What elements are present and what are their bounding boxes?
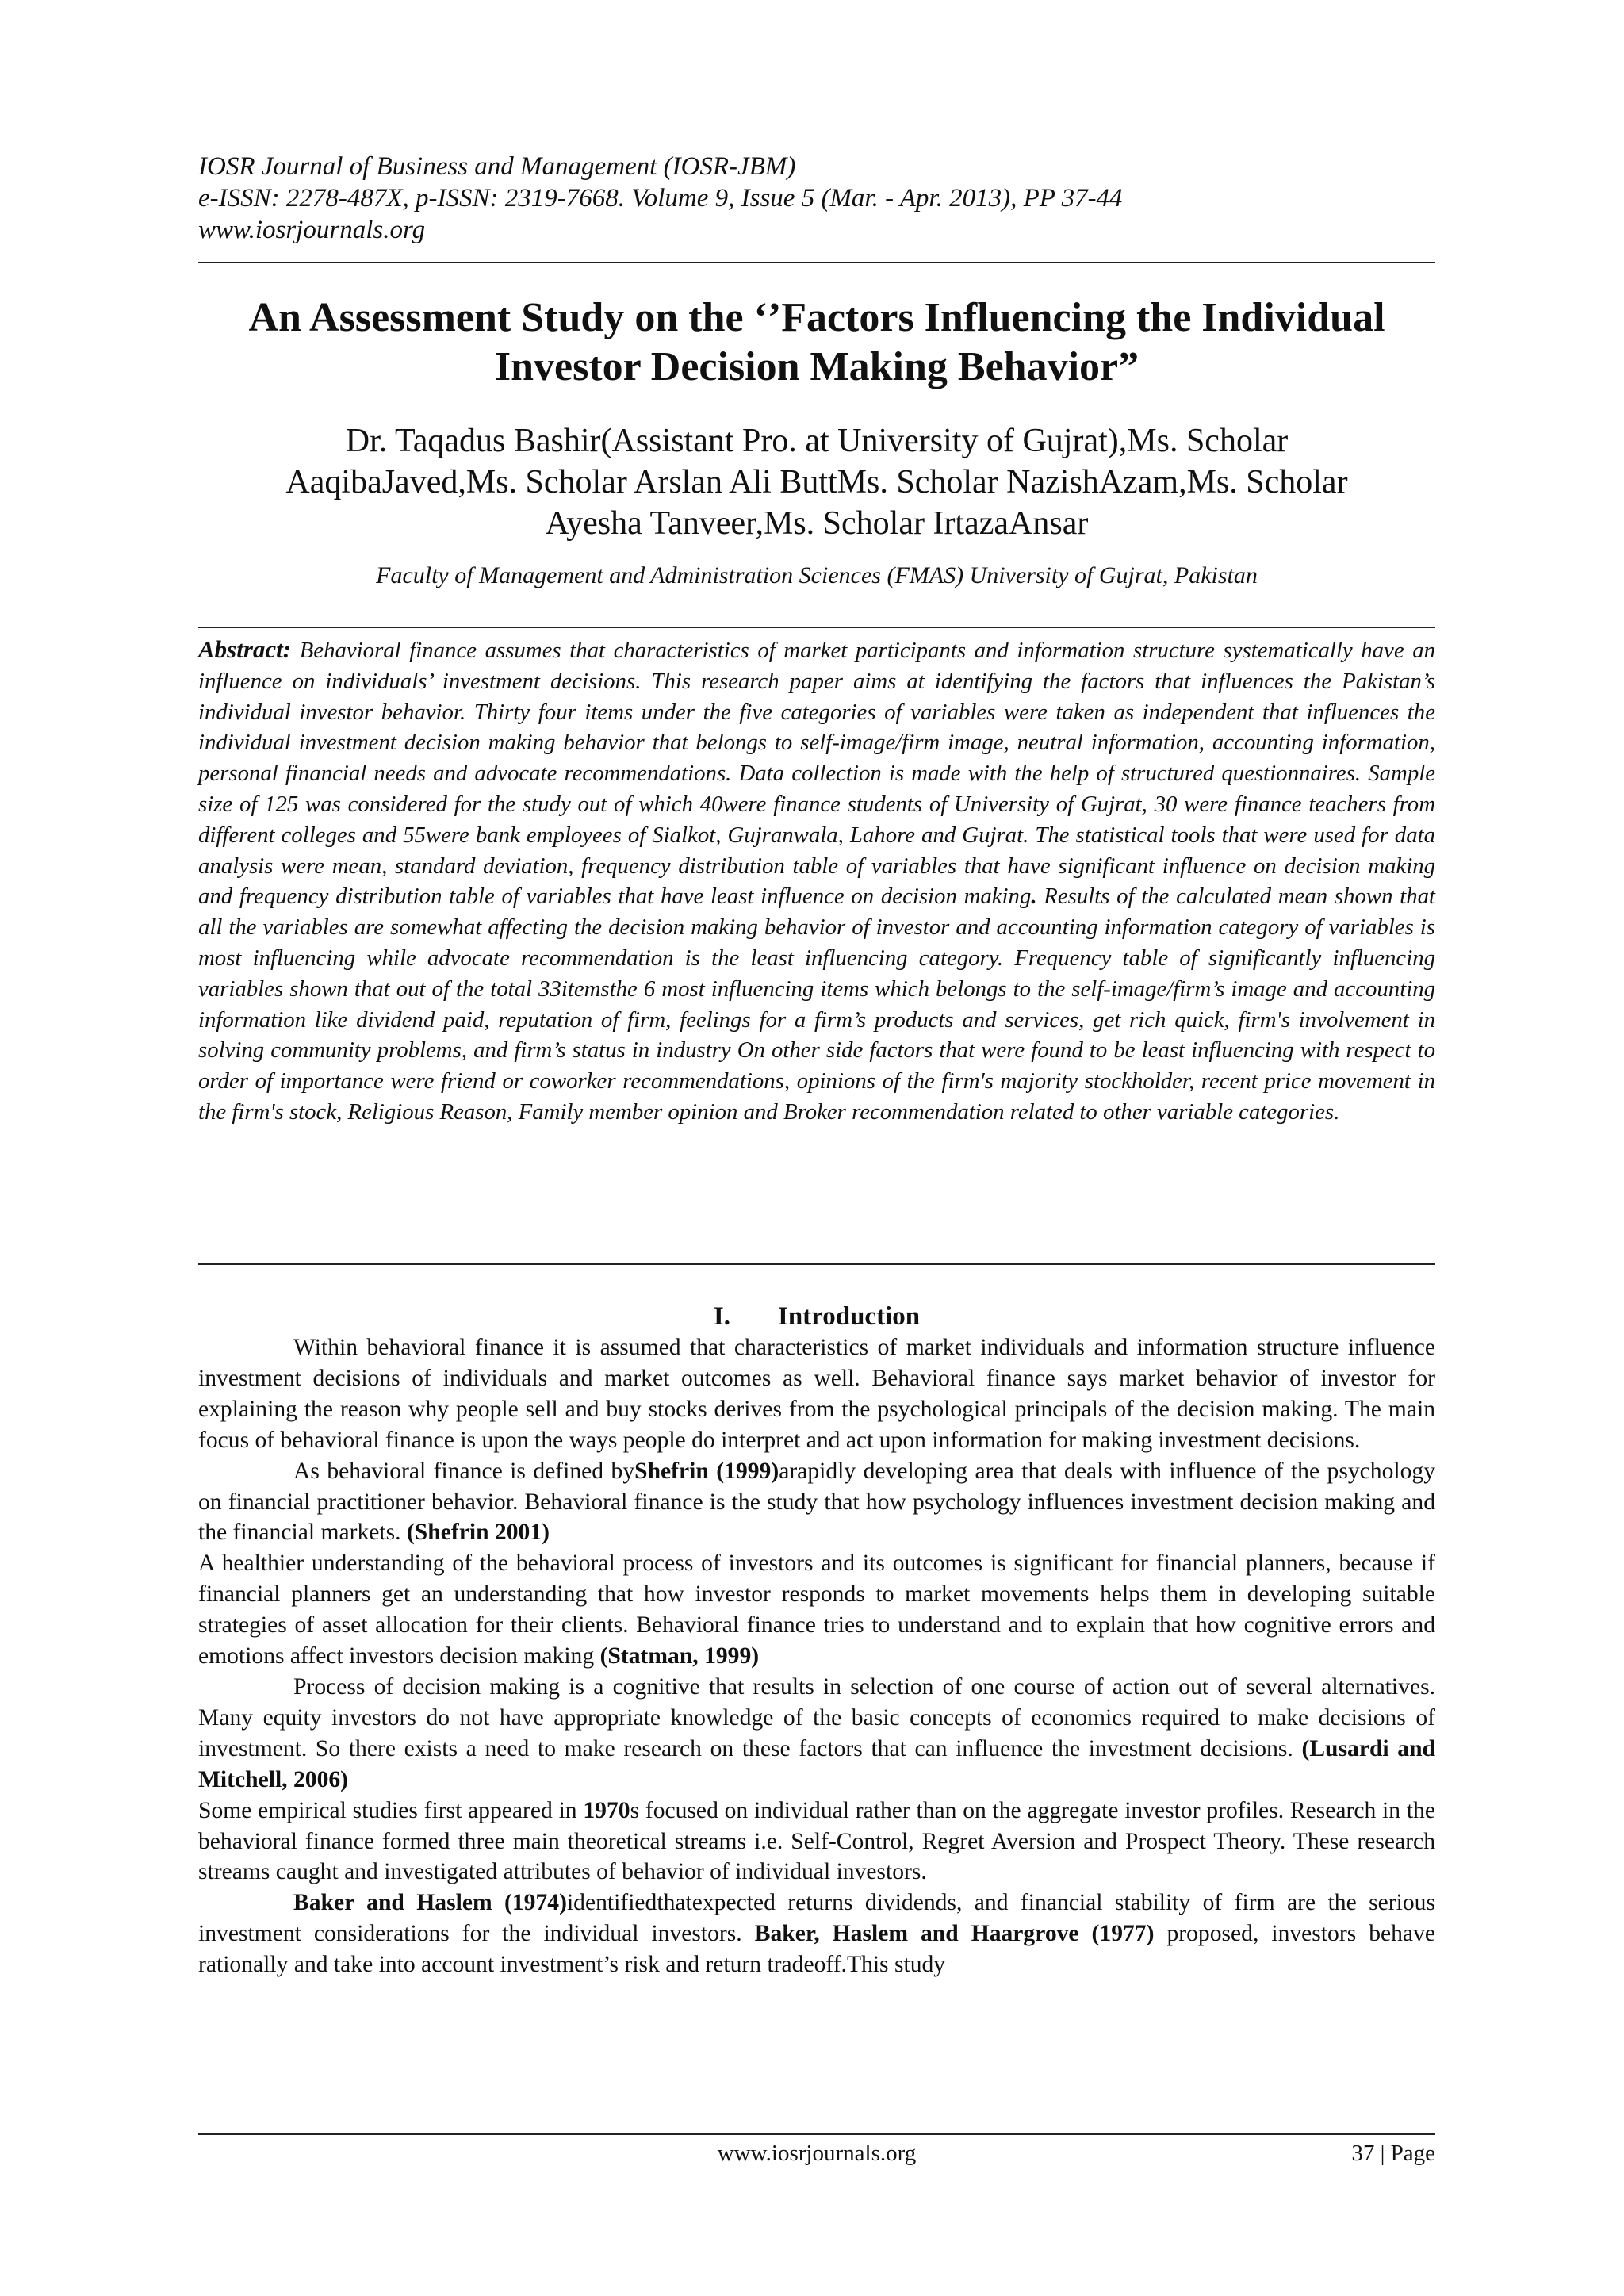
paper-page — [198, 0, 1435, 2296]
abstract-text-1: Behavioral finance assumes that characteristics of market participants and information structure systematically have an influence on individuals’ investment decisions. This research paper aims at identifying the factors that influences the Pakistan’s individual investor behavior. Thirty four items under the five categories of variables were taken as independent that influences the individual investment decision making behavior that belongs to self-image/firm image, neutral information, accounting information, personal financial needs and advocate recommendations. Data collection is made with the help of structured questionnaires. Sample size of 125 was considered for the study out of which 40were finance students of University of Gujrat, 30 were finance teachers from different colleges and 55were bank employees of Sialkot, Gujranwala, Lahore and Gujrat. The statistical tools that were used for data analysis were mean, standard deviation, frequency distribution table of variables that have significant influence on decision making and frequency distribution table of variables that have least influence on decision making — [198, 638, 1435, 910]
header-rule — [198, 262, 1435, 263]
paragraph-4-text: Process of decision making is a cognitive that results in selection of one course of action out of several alternatives. Many equity investors do not have appropriate knowledge of the basic concepts of economics required to make decisions of investment. So there exists a need to make research on these factors that can influence the investment decisions. — [198, 1673, 1435, 1761]
paragraph-1 — [198, 1332, 1435, 1456]
paragraph-3-text: A healthier understanding of the behavioral process of investors and its outcomes is significant for financial planners, because if financial planners get an understanding that how investor responds to market movements helps them in developing suitable strategies of asset allocation for their clients. Behavioral finance tries to understand and to explain that how cognitive errors and emotions affect investors decision making — [198, 1550, 1435, 1669]
citation-shefrin-1999: Shefrin (1999) — [634, 1458, 779, 1484]
paragraph-2-text-c: arapidly developing area that deals with influence of the psychology on financial practitioner behavior. Behavioral finance is the study that how psychology influences investment decision making and the financial markets. — [198, 1458, 1435, 1546]
abstract-bold-period: . — [1031, 884, 1037, 910]
paper-title — [198, 293, 1435, 392]
paragraph-6-text-b: identifiedthatexpected returns dividends, and financial stability of firm are the serious investment considerations for the individual investors. — [198, 1890, 1435, 1947]
citation-baker-haslem-haargrove-1977: Baker, Haslem and Haargrove (1977) — [754, 1921, 1155, 1947]
section-heading — [198, 1301, 1435, 1332]
authors-line-1: Dr. Taqadus Bashir(Assistant Pro. at University of Gujrat),Ms. Scholar — [345, 423, 1289, 459]
section-number: I. — [713, 1302, 730, 1331]
paragraph-5 — [198, 1796, 1435, 1888]
paragraph-2 — [198, 1456, 1435, 1549]
author-list — [198, 420, 1435, 544]
authors-line-2: AaqibaJaved,Ms. Scholar Arslan Ali ButtMs. Scholar NazishAzam,Ms. Scholar — [285, 464, 1348, 500]
citation-shefrin-2001: (Shefrin 2001) — [406, 1520, 550, 1546]
footer-website: www.iosrjournals.org — [717, 2141, 917, 2166]
paragraph-5-text-a: Some empirical studies first appeared in — [198, 1797, 584, 1823]
journal-issn: e-ISSN: 2278-487X, p-ISSN: 2319-7668. Volume 9, Issue 5 (Mar. - Apr. 2013), PP 37-44 — [198, 184, 1123, 213]
paragraph-1-text: Within behavioral finance it is assumed that characteristics of market individuals and information structure influence investment decisions of individuals and market outcomes as well. Behavioral finance says market behavior of investor for explaining the reason why people sell and buy stocks derives from the psychological principals of the decision making. The main focus of behavioral finance is upon the ways people do interpret and act upon information for making investment decisions. — [198, 1335, 1435, 1453]
title-line-1: An Assessment Study on the ‘’Factors Influencing the Individual — [248, 295, 1385, 340]
citation-lusardi-mitchell-2006: (Lusardi and Mitchell, 2006) — [198, 1735, 1435, 1792]
paragraph-3 — [198, 1548, 1435, 1672]
paragraph-6-text-d: proposed, investors behave rationally and take into account investment’s risk and return tradeoff.This study — [198, 1921, 1435, 1978]
citation-statman-1999: (Statman, 1999) — [599, 1643, 760, 1669]
year-1970: 1970 — [583, 1797, 630, 1823]
abstract-bottom-rule — [198, 1263, 1435, 1265]
affiliation: Faculty of Management and Administration Sciences (FMAS) University of Gujrat, Pakistan — [376, 562, 1258, 588]
footer-rule — [198, 2133, 1435, 2135]
abstract-text-2: Results of the calculated mean shown that all the variables are somewhat affecting the decision making behavior of investor and accounting information category of variables is most influencing while advocate recommendation is the least influencing category. Frequency table of significantly influencing variables shown that out of the total 33itemsthe 6 most influencing items which belongs to the self-image/firm’s image and accounting information like dividend paid, reputation of firm, feelings for a firm’s products and services, get rich quick, firm's involvement in solving community problems, and firm’s status in industry On other side factors that were found to be least influencing with respect to order of importance were friend or coworker recommendations, opinions of the firm's majority stockholder, recent price movement in the firm's stock, Religious Reason, Family member opinion and Broker recommendation related to other variable categories. — [198, 884, 1435, 1125]
authors-line-3: Ayesha Tanveer,Ms. Scholar IrtazaAnsar — [545, 505, 1089, 542]
citation-baker-haslem-1974: Baker and Haslem (1974) — [293, 1890, 567, 1916]
introduction-body — [198, 1332, 1435, 1980]
abstract — [198, 634, 1435, 1128]
paragraph-5-text-c: s focused on individual rather than on the aggregate investor profiles. Research in the behavioral finance formed three main theoretical streams i.e. Self-Control, Regret Aversion and Prospect Theory. These research streams caught and investigated attributes of behavior of individual investors. — [198, 1797, 1435, 1885]
journal-website: www.iosrjournals.org — [198, 216, 426, 244]
journal-header — [198, 151, 1435, 246]
title-line-2: Investor Decision Making Behavior” — [494, 344, 1139, 389]
paragraph-4 — [198, 1672, 1435, 1796]
section-title: Introduction — [777, 1302, 921, 1331]
page-number: 37 | Page — [1351, 2141, 1435, 2166]
paragraph-2-text-a: As behavioral finance is defined by — [293, 1458, 635, 1484]
paragraph-6 — [198, 1888, 1435, 1980]
journal-name: IOSR Journal of Business and Management (IOSR-JBM) — [198, 152, 796, 181]
abstract-top-rule — [198, 627, 1435, 628]
abstract-label: Abstract: — [198, 635, 292, 663]
